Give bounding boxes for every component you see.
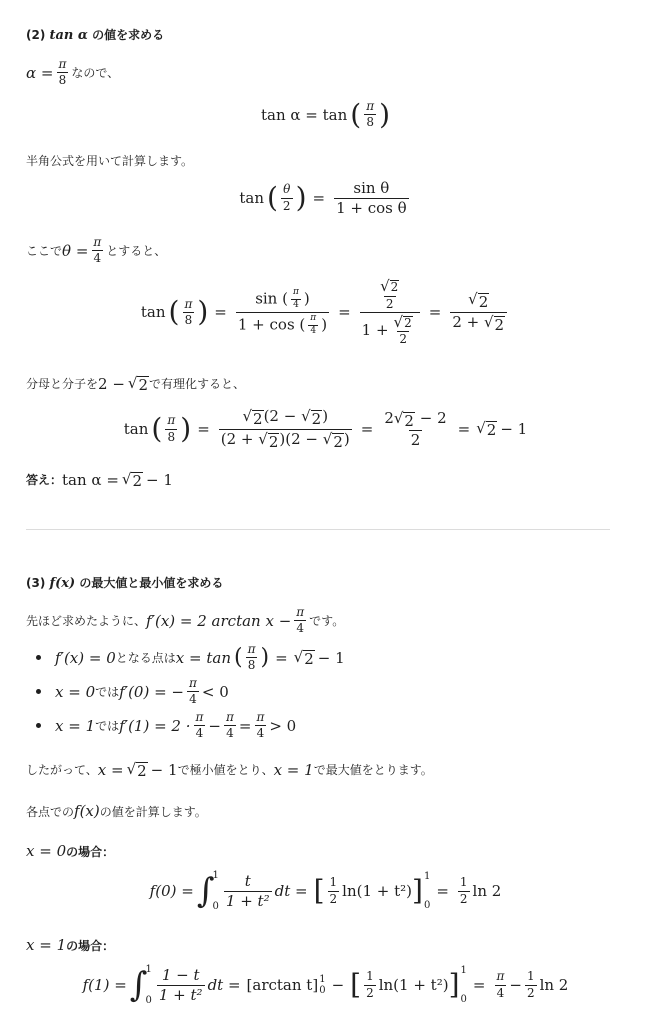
conclusion-text: したがって、 x = √ 2 − 1 で極小値をとり、 x = 1 で最大値をとります。 [26,760,433,780]
theta-substitution: ここで θ = $\frac{\pi}{4}$ とすると、 [26,235,167,266]
alpha-lhs: α = [26,63,54,82]
alpha-definition [26,58,119,87]
alpha-suffix-text: なので、 [71,66,120,81]
bullet-x-zero: x = 0 では f′(0) = − $\frac{\pi}{4}$ < 0 [36,677,229,706]
case-x0-label: x = 0 の場合： [26,842,115,860]
bullet-dot [36,655,41,660]
bullet-dot [36,689,41,694]
equation-tan-alpha: tan α = tan ( $\frac{\pi}{8}$ ) [260,97,391,131]
heading-math: tan α [49,28,88,43]
section-3-heading: (3) f(x) の最大値と最小値を求める [26,576,224,591]
answer-label: 答え： [26,473,63,488]
bullet-critical-point: f′(x) = 0 となる点は x = tan ( $\frac{\pi}{8}$ ) = √ 2 − 1 [36,643,345,672]
half-angle-text: 半角公式を用いて計算します。 [26,154,194,168]
equation-half-angle: tan ( $\frac{\theta}{2}$ ) = $\frac{\text{sin θ}}{\text{1 + cos θ}}$ [239,179,407,217]
rationalize-text: 分母と分子を 2 − √ 2 で有理化すると、 [26,374,246,394]
bullet-x-one: x = 1 では f′(1) = 2 · $\frac{\pi}{4}$ − $\frac{\pi}{4}$ = $\frac{\pi}{4}$ > 0 [36,711,296,740]
section-divider [26,529,610,530]
case-x1-label: x = 1 の場合： [26,936,115,954]
equation-f0: f(0) = ∫ 1 0 $\frac{t}{\text{1 + t²}}$ dt = [ $\frac{1}{2}$ ln(1 + t²) ] 1 0 = $\frac{1}{2}$ ln 2 [149,870,502,912]
bullet-dot [36,723,41,728]
answer-line: 答え： tan α = √ 2 − 1 [26,470,173,490]
pi-over-8-fraction: $\frac{\pi}{8}$ [58,57,67,88]
equation-rationalized: tan ( $\frac{\pi}{8}$ ) = √ 2 (2 − √ 2 ) (2 + √ 2 )(2 − √ 2 ) = 2 √ 2 − 2 2 = √ 2 − 1 [123,407,528,451]
equation-tan-pi-8: tan ( $\frac{\pi}{8}$ ) = sin ( $\frac{\pi}{4}$ ) 1 + cos ( $\frac{\pi}{4}$ ) = √ 2 2 1 + √ 2 2 = √ 2 2 + √ 2 [0,278,651,346]
section-2-heading [26,26,164,43]
eq1-lhs: tan α = tan [260,105,348,124]
each-point-text: 各点での f(x) の値を計算します。 [26,802,207,820]
equation-f1: f(1) = ∫ 1 0 $\frac{1 - t}{\text{1 + t²}}$ dt = [arctan t] 1 0 − [ $\frac{1}{2}$ ln(1 + t²) ] 1 0 = $\frac{\pi}{4}$ − $\frac{1}{2}$ ln 2 [82,964,569,1006]
derivative-intro: 先ほど求めたように、 f′(x) = 2 arctan x − $\frac{\pi}{4}$ です。 [26,605,345,636]
heading-number: (2) [26,28,50,42]
heading-text: の値を求める [87,28,165,42]
